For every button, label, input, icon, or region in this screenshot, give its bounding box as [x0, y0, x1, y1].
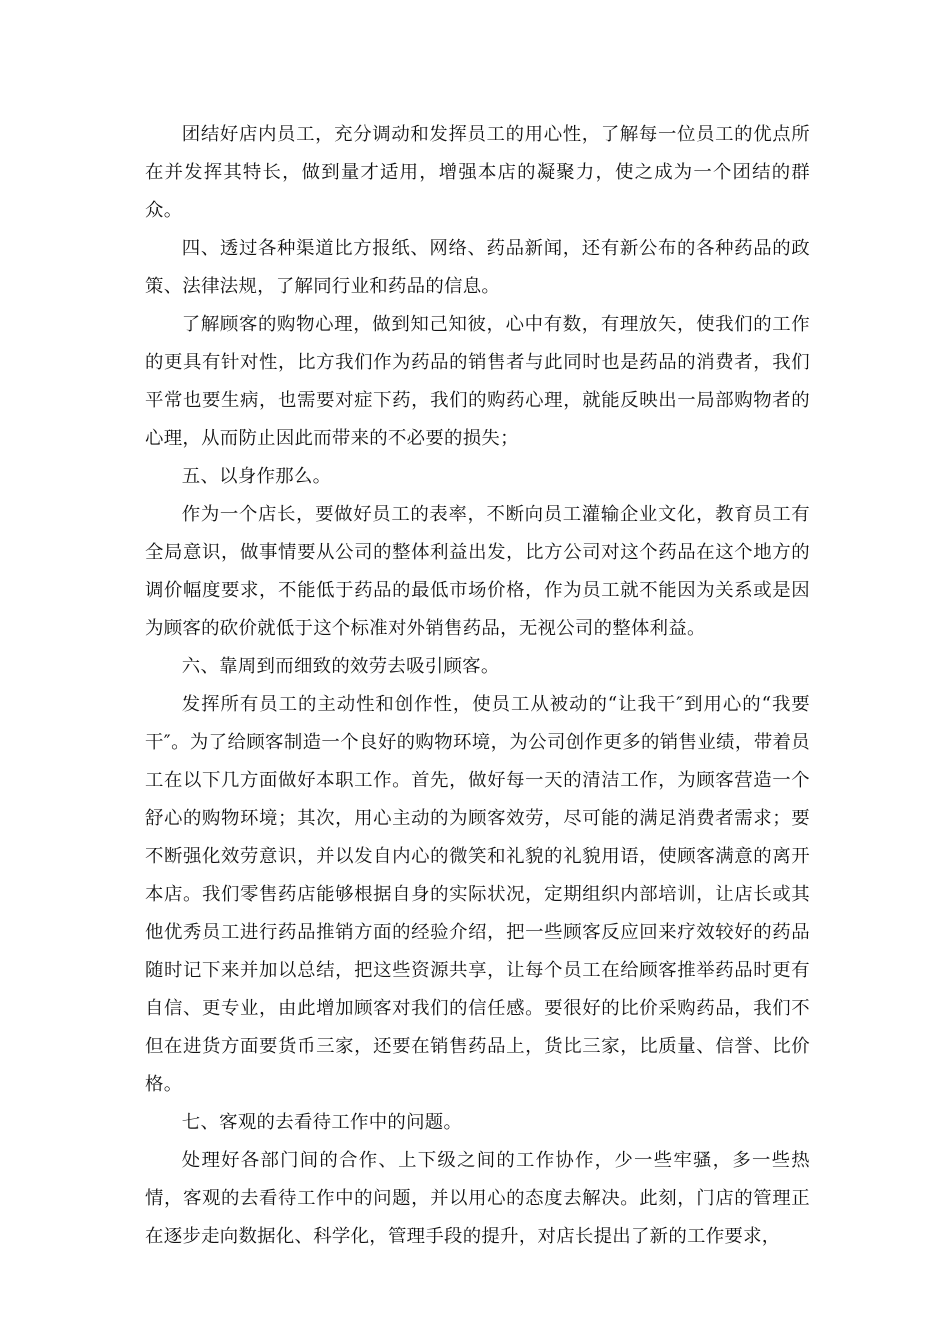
paragraph-cooperation: 处理好各部门间的合作、上下级之间的工作协作，少一些牢骚，多一些热情，客观的去看待工作中的问题，并以用心的态度去解决。此刻，门店的管理正在逐步走向数据化、科学化，管理手段的提升，对店长提出了新的工作要求，	[145, 1150, 810, 1247]
paragraph-customer-psychology: 了解顾客的购物心理，做到知己知彼，心中有数，有理放矢，使我们的工作的更具有针对性，比方我们作为药品的销售者与此同时也是药品的消费者，我们平常也要生病，也需要对症下药，我们的购药心理，就能反映出一局部购物者的心理，从而防止因此而带来的不必要的损失；	[145, 314, 810, 449]
section-five-heading: 五、以身作那么。	[181, 466, 332, 487]
paragraph-store-manager-example: 作为一个店长，要做好员工的表率，不断向员工灌输企业文化，教育员工有全局意识，做事情要从公司的整体利益出发，比方公司对这个药品在这个地方的调价幅度要求，不能低于药品的最低市场价格，作为员工就不能因为关系或是因为顾客的砍价就低于这个标准对外销售药品，无视公司的整体利益。	[145, 504, 810, 639]
paragraph-unity: 团结好店内员工，充分调动和发挥员工的用心性，了解每一位员工的优点所在并发挥其特长，做到量才适用，增强本店的凝聚力，使之成为一个团结的群众。	[145, 124, 810, 221]
section-six-heading: 六、靠周到而细致的效劳去吸引顾客。	[181, 656, 500, 677]
section-seven-heading: 七、客观的去看待工作中的问题。	[181, 1112, 463, 1133]
paragraph-service: 发挥所有员工的主动性和创作性，使员工从被动的“让我干″到用心的“我要干″。为了给顾客制造一个良好的购物环境，为公司创作更多的销售业绩，带着员工在以下几方面做好本职工作。首先，做好每一天的清洁工作，为顾客营造一个舒心的购物环境；其次，用心主动的为顾客效劳，尽可能的满足消费者需求；要不断强化效劳意识，并以发自内心的微笑和礼貌的礼貌用语，使顾客满意的离开本店。我们零售药店能够根据自身的实际状况，定期组织内部培训，让店长或其他优秀员工进行药品推销方面的经验介绍，把一些顾客反应回来疗效较好的药品随时记下来并加以总结，把这些资源共享，让每个员工在给顾客推举药品时更有自信、更专业，由此增加顾客对我们的信任感。要很好的比价采购药品，我们不但在进货方面要货币三家，还要在销售药品上，货比三家，比质量、信誉、比价格。	[145, 694, 810, 1095]
document-body	[145, 116, 810, 1256]
section-four-heading: 四、透过各种渠道比方报纸、网络、药品新闻，还有新公布的各种药品的政策、法律法规，了解同行业和药品的信息。	[145, 238, 810, 297]
